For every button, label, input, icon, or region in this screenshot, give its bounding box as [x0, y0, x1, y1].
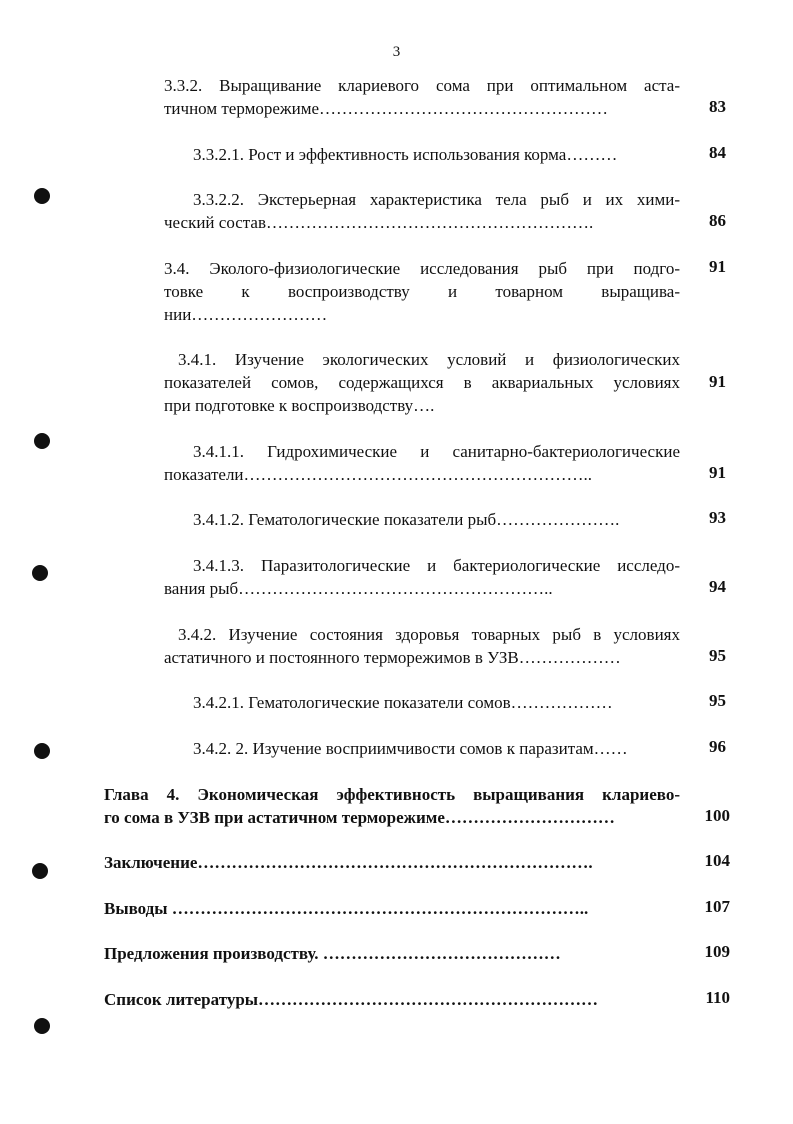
- toc-line: Список литературы……………………………………………………: [104, 990, 599, 1009]
- punch-hole-3: [32, 565, 48, 581]
- toc-line: го сома в УЗВ при астатичном терморежиме…………………………: [104, 808, 615, 827]
- toc-line: показателей сомов, содержащихся в аквариальных условиях: [164, 373, 680, 392]
- toc-page-number: 91: [709, 257, 726, 276]
- toc-line: товке к воспроизводству и товарном выращива-: [164, 282, 680, 301]
- toc-entry-3-3-2[interactable]: [164, 74, 680, 120]
- page-number: 3: [392, 44, 401, 60]
- toc-line: 3.4.1.3. Паразитологические и бактериологические исследо-: [193, 556, 680, 575]
- toc-line: показатели……………………………………………………..: [164, 465, 593, 484]
- toc-line: нии……………………: [164, 305, 328, 324]
- toc-page-number: 95: [709, 646, 726, 665]
- punch-hole-2: [34, 433, 50, 449]
- toc-page-number: 94: [709, 577, 726, 596]
- toc-line: астатичного и постоянного терморежимов в УЗВ………………: [164, 648, 621, 667]
- toc-line: тичном терморежиме……………………………………………: [164, 99, 609, 118]
- toc-entry-proposals[interactable]: [104, 942, 680, 965]
- toc-line: Глава 4. Экономическая эффективность выращивания клариево-: [104, 785, 680, 804]
- punch-hole-4: [34, 743, 50, 759]
- toc-page-number: 100: [704, 806, 730, 825]
- toc-entry-3-4-2-2[interactable]: [193, 737, 680, 760]
- toc-page-number: 84: [709, 143, 726, 162]
- toc-page-number: 86: [709, 211, 726, 230]
- toc-line: Выводы ………………………………………………………………..: [104, 899, 589, 918]
- toc-entry-3-3-2-1[interactable]: [193, 143, 680, 166]
- toc-line: 3.4.1. Изучение экологических условий и физиологических: [178, 350, 680, 369]
- toc-line: при подготовке к воспроизводству….: [164, 396, 435, 415]
- toc-entry-references[interactable]: [104, 988, 680, 1011]
- toc-line: вания рыб………………………………………………..: [164, 579, 553, 598]
- toc-entry-chapter-4[interactable]: [104, 783, 680, 829]
- toc-entry-3-4-1-3[interactable]: [164, 554, 680, 600]
- toc-entry-3-4-1-1[interactable]: [164, 440, 680, 486]
- toc-entry-findings[interactable]: [104, 897, 680, 920]
- toc-page-number: 104: [704, 851, 730, 870]
- toc-line: 3.4.2. Изучение состояния здоровья товарных рыб в условиях: [178, 625, 680, 644]
- toc-line: Предложения производству. ……………………………………: [104, 944, 561, 963]
- toc-page-number: 83: [709, 97, 726, 116]
- toc-page-number: 91: [709, 372, 726, 391]
- toc-entry-conclusion[interactable]: [104, 851, 680, 874]
- toc-line: 3.4.1.1. Гидрохимические и санитарно-бактериологические: [193, 442, 680, 461]
- toc-line: 3.4.2.1. Гематологические показатели сомов………………: [193, 693, 613, 712]
- toc-line: Заключение…………………………………………………………….: [104, 853, 593, 872]
- punch-hole-5: [32, 863, 48, 879]
- punch-hole-1: [34, 188, 50, 204]
- toc-line: 3.3.2. Выращивание клариевого сома при оптимальном аста-: [164, 76, 680, 95]
- toc-page-number: 110: [705, 988, 730, 1007]
- toc-entry-3-4[interactable]: [164, 257, 680, 326]
- toc-entry-3-4-1-2[interactable]: [193, 508, 680, 531]
- toc-line: 3.3.2.2. Экстерьерная характеристика тела рыб и их хими-: [193, 190, 680, 209]
- toc-line: 3.4.2. 2. Изучение восприимчивости сомов к паразитам……: [193, 739, 628, 758]
- toc-page-number: 91: [709, 463, 726, 482]
- punch-hole-6: [34, 1018, 50, 1034]
- toc-page-number: 93: [709, 508, 726, 527]
- toc-page-number: 107: [704, 897, 730, 916]
- toc-page-number: 109: [704, 942, 730, 961]
- toc-line: 3.4. Эколого-физиологические исследования рыб при подго-: [164, 259, 680, 278]
- toc-page-number: 96: [709, 737, 726, 756]
- toc-line: 3.3.2.1. Рост и эффективность использования корма………: [193, 145, 618, 164]
- toc-entry-3-4-1[interactable]: [164, 348, 680, 417]
- toc-page-number: 95: [709, 691, 726, 710]
- toc-line: ческий состав………………………………………………….: [164, 213, 594, 232]
- toc-entry-3-3-2-2[interactable]: [164, 188, 680, 234]
- toc-entry-3-4-2-1[interactable]: [193, 691, 680, 714]
- toc-entry-3-4-2[interactable]: [164, 623, 680, 669]
- toc-line: 3.4.1.2. Гематологические показатели рыб………………….: [193, 510, 620, 529]
